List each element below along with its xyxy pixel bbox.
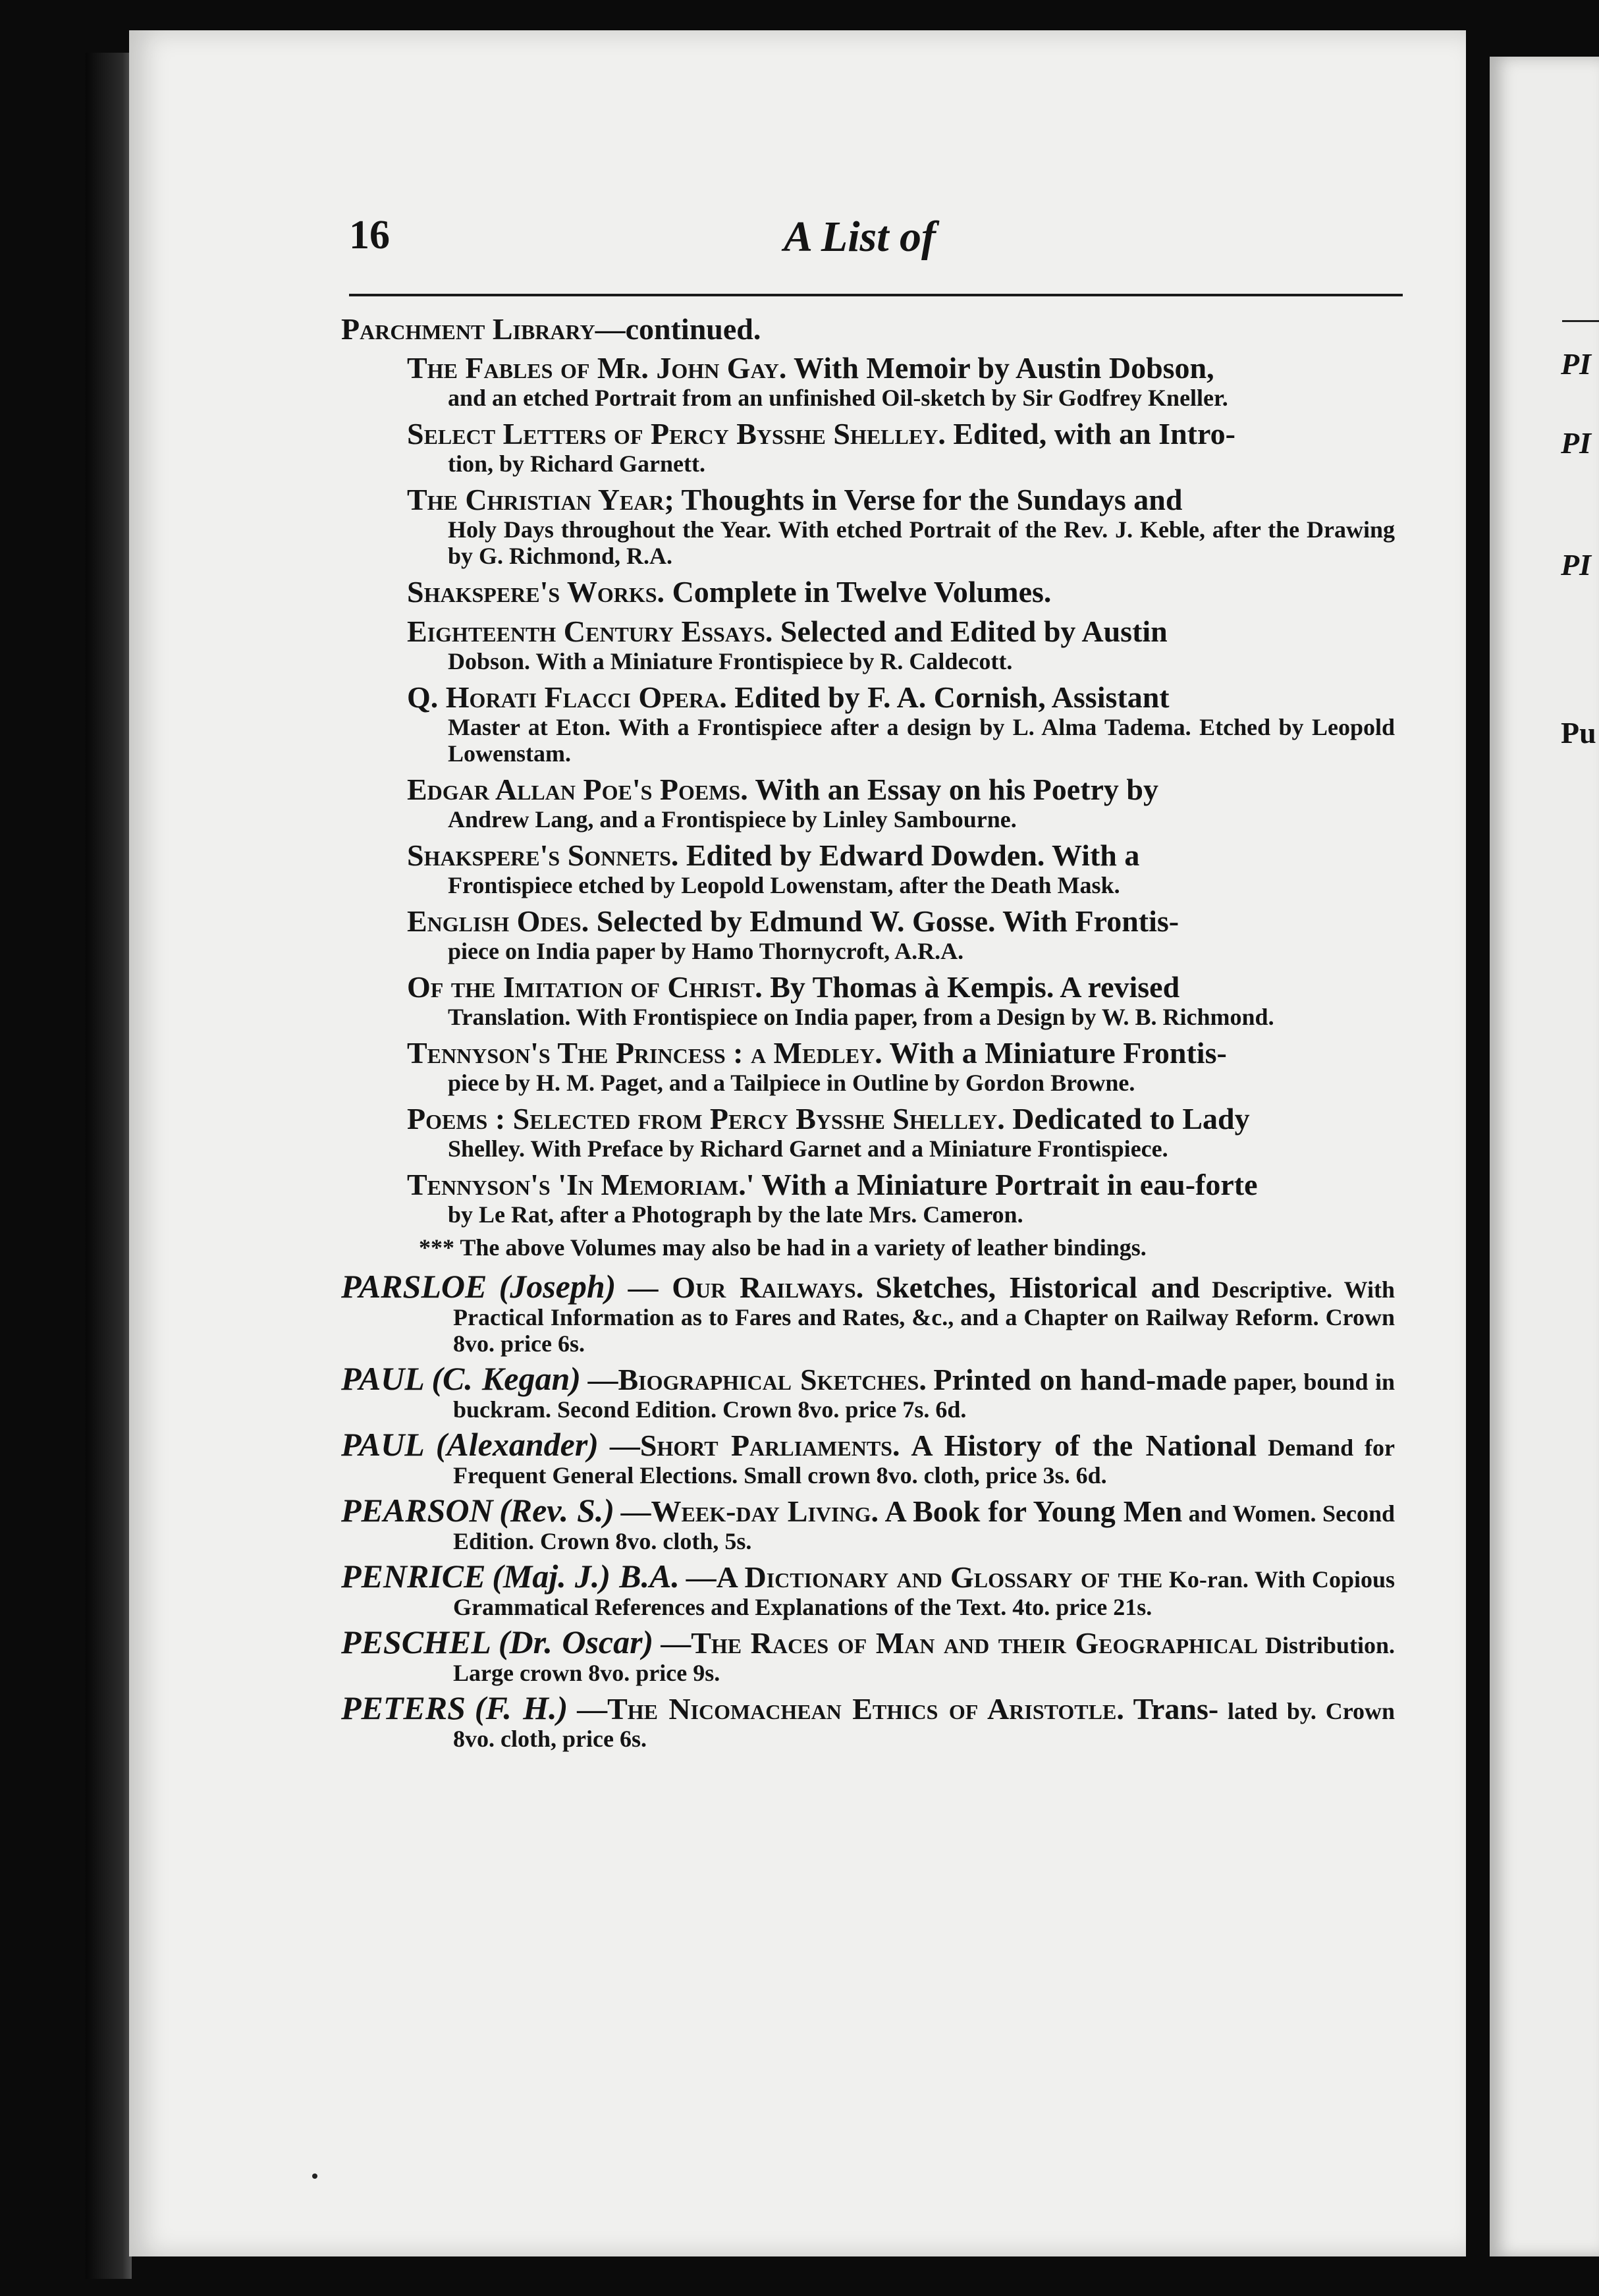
header-rule (349, 294, 1403, 296)
facing-page-fragment: PI (1561, 347, 1591, 381)
library-item-head-rest: By Thomas à Kempis. A revised (770, 970, 1180, 1004)
library-item-body: Frontispiece etched by Leopold Lowenstam, after the Death Mask. (448, 872, 1120, 898)
page-number: 16 (349, 213, 390, 258)
entry-title: —The Nicomachean Ethics of Aristotle. (577, 1692, 1124, 1726)
library-item-head (407, 839, 1395, 872)
entry-head-rest: Printed on hand-made (933, 1363, 1227, 1396)
library-item-head (407, 971, 1395, 1004)
facing-page-fragment: Pu (1561, 716, 1596, 750)
entry-qualifier: (Rev. S.) (499, 1492, 615, 1529)
entry-body: lated by. Crown 8vo. cloth, price 6s. (453, 1698, 1396, 1752)
bindings-note: *** The above Volumes may also be had in a variety of leather bindings. (419, 1234, 1147, 1261)
running-title: A List of (784, 213, 936, 261)
library-item-title: Tennyson's The Princess : a Medley. (407, 1036, 882, 1070)
library-item-head-rest: With an Essay on his Poetry by (755, 773, 1159, 806)
library-item-title: Poems : Selected from Percy Bysshe Shelley. (407, 1102, 1005, 1135)
library-item-head (407, 418, 1395, 451)
author-entry (341, 1689, 1396, 1752)
library-item-head-rest: Selected and Edited by Austin (780, 615, 1168, 648)
library-item-head-rest: Complete in Twelve Volumes. (672, 575, 1052, 609)
author-entry (341, 1558, 1396, 1620)
library-item (341, 681, 1395, 767)
library-item (341, 418, 1395, 477)
entry-body: paper, bound in buckram. Second Edition. Crown 8vo. price 7s. 6d. (453, 1369, 1396, 1423)
library-item-head (407, 773, 1395, 806)
entry-qualifier: (Dr. Oscar) (498, 1624, 654, 1660)
library-item-head-rest: Dedicated to Lady (1012, 1102, 1250, 1135)
section-suffix: —continued. (595, 312, 761, 346)
entry-head-rest: Trans- (1133, 1692, 1219, 1726)
entry-qualifier: (Alexander) (435, 1426, 599, 1463)
author-entry (341, 1492, 1395, 1554)
library-item-head-rest: With a Miniature Frontis- (889, 1036, 1227, 1070)
library-item-body: Translation. With Frontispiece on India paper, from a Design by W. B. Richmond. (448, 1004, 1274, 1030)
library-item-body: tion, by Richard Garnett. (448, 451, 705, 477)
library-item-body: Master at Eton. With a Frontispiece after a design by L. Alma Tadema. Etched by Leopold Lowenstam. (448, 714, 1395, 767)
library-item-body: by Le Rat, after a Photograph by the late Mrs. Cameron. (448, 1201, 1023, 1228)
library-item-body: Shelley. With Preface by Richard Garnet and a Miniature Frontispiece. (448, 1135, 1168, 1162)
library-item (341, 839, 1395, 898)
library-item-head (407, 1103, 1395, 1135)
entry-head-rest: A Book for Young Men (884, 1494, 1183, 1528)
library-item-body: and an etched Portrait from an unfinished Oil-sketch by Sir Godfrey Kneller. (448, 385, 1228, 411)
library-item (341, 483, 1395, 569)
entry-author: PEARSON (341, 1492, 493, 1529)
page-content (341, 310, 1395, 1759)
library-item-body: Andrew Lang, and a Frontispiece by Linley Sambourne. (448, 806, 1017, 833)
entry-title: — Our Railways. (628, 1271, 864, 1304)
facing-page-edge (1490, 57, 1599, 2256)
library-item-body: Holy Days throughout the Year. With etched Portrait of the Rev. J. Keble, after the Drawing by G. Richmond, R.A. (448, 516, 1395, 569)
facing-page-rule (1562, 320, 1599, 322)
library-item-head-rest: Edited, with an Intro- (953, 417, 1235, 451)
library-item (341, 773, 1395, 833)
library-item-title: Select Letters of Percy Bysshe Shelley. (407, 417, 946, 451)
entry-title: —Biographical Sketches. (587, 1363, 927, 1396)
library-item-title: English Odes. (407, 904, 589, 938)
ink-speck (312, 2173, 317, 2179)
entry-title: —Short Parliaments. (609, 1429, 900, 1462)
author-entry (341, 1268, 1396, 1357)
library-item-title: Of the Imitation of Christ. (407, 970, 763, 1004)
library-item-head-rest: Edited by Edward Dowden. With a (686, 838, 1140, 872)
library-item-body: Dobson. With a Miniature Frontispiece by R. Caldecott. (448, 648, 1013, 674)
library-item-head (407, 483, 1395, 516)
entry-head-rest: Sketches, Historical and (875, 1271, 1200, 1304)
entry-body: and Women. Second Edition. Crown 8vo. cloth, 5s. (453, 1500, 1395, 1554)
library-item-head-rest: With Memoir by Austin Dobson, (794, 351, 1214, 385)
entry-author: PAUL (341, 1360, 425, 1397)
author-entry (341, 1426, 1396, 1489)
entry-body: Ko-ran. With Copious Grammatical References and Explanations of the Text. 4to. price 21s. (453, 1566, 1396, 1620)
library-item (341, 576, 1395, 609)
page-header (349, 212, 1403, 271)
facing-page-fragment: PI (1561, 426, 1591, 460)
library-item (341, 352, 1395, 411)
entry-qualifier: (C. Kegan) (431, 1360, 581, 1397)
entry-body: Distribution. Large crown 8vo. price 9s. (453, 1632, 1395, 1686)
library-item-title: Shakspere's Sonnets. (407, 838, 679, 872)
library-item (341, 971, 1395, 1030)
entry-body: Descriptive. With Practical Information as to Fares and Rates, &c., and a Chapter on Railway Reform. Crown 8vo. price 6s. (453, 1276, 1396, 1357)
entry-head-rest: A History of the National (911, 1429, 1257, 1462)
entry-qualifier: (F. H.) (474, 1689, 568, 1726)
library-item (341, 1103, 1395, 1162)
entry-author: PAUL (341, 1426, 425, 1463)
library-item (341, 905, 1395, 964)
entry-body: Demand for Frequent General Elections. Small crown 8vo. cloth, price 3s. 6d. (453, 1435, 1396, 1489)
library-item-head-rest: Selected by Edmund W. Gosse. With Frontis- (596, 904, 1179, 938)
library-item-head (407, 1037, 1395, 1070)
library-item-head (407, 681, 1395, 714)
library-list (341, 352, 1395, 1228)
library-item-head (407, 352, 1395, 385)
library-item-head (407, 905, 1395, 938)
library-item (341, 615, 1395, 674)
entry-author: PESCHEL (341, 1624, 491, 1660)
library-item-head (407, 615, 1395, 648)
library-item-title: Shakspere's Works. (407, 575, 665, 609)
entry-title: —The Races of Man and their Geographical (661, 1626, 1258, 1660)
entry-title: —A Dictionary and Glossary of the (686, 1560, 1163, 1594)
section-heading (341, 310, 1395, 349)
library-item-head (407, 576, 1395, 609)
library-item (341, 1168, 1395, 1228)
library-item-body: piece on India paper by Hamo Thornycroft, A.R.A. (448, 938, 964, 964)
author-entry (341, 1360, 1396, 1423)
author-entries (341, 1268, 1396, 1752)
library-item-head-rest: Thoughts in Verse for the Sundays and (681, 483, 1183, 516)
library-item-title: Tennyson's 'In Memoriam.' (407, 1168, 755, 1201)
entry-author: PARSLOE (341, 1268, 487, 1305)
entry-author: PENRICE (341, 1558, 486, 1595)
library-item-head-rest: With a Miniature Portrait in eau-forte (761, 1168, 1258, 1201)
library-item-head (407, 1168, 1395, 1201)
library-item (341, 1037, 1395, 1096)
facing-page-fragment: PI (1561, 548, 1591, 582)
library-item-title: The Christian Year; (407, 483, 674, 516)
author-entry (341, 1624, 1395, 1686)
entry-title: —Week-day Living. (620, 1494, 879, 1528)
entry-qualifier: (Joseph) (499, 1268, 616, 1305)
library-item-head-rest: Edited by F. A. Cornish, Assistant (734, 680, 1170, 714)
library-item-title: The Fables of Mr. John Gay. (407, 351, 787, 385)
entry-author: PETERS (341, 1689, 466, 1726)
section-title: Parchment Library (341, 312, 595, 346)
library-item-title: Q. Horati Flacci Opera. (407, 680, 727, 714)
book-gutter (86, 53, 132, 2279)
library-item-title: Eighteenth Century Essays. (407, 615, 773, 648)
entry-qualifier: (Maj. J.) B.A. (492, 1558, 680, 1595)
library-item-title: Edgar Allan Poe's Poems. (407, 773, 748, 806)
library-item-body: piece by H. M. Paget, and a Tailpiece in Outline by Gordon Browne. (448, 1070, 1135, 1096)
